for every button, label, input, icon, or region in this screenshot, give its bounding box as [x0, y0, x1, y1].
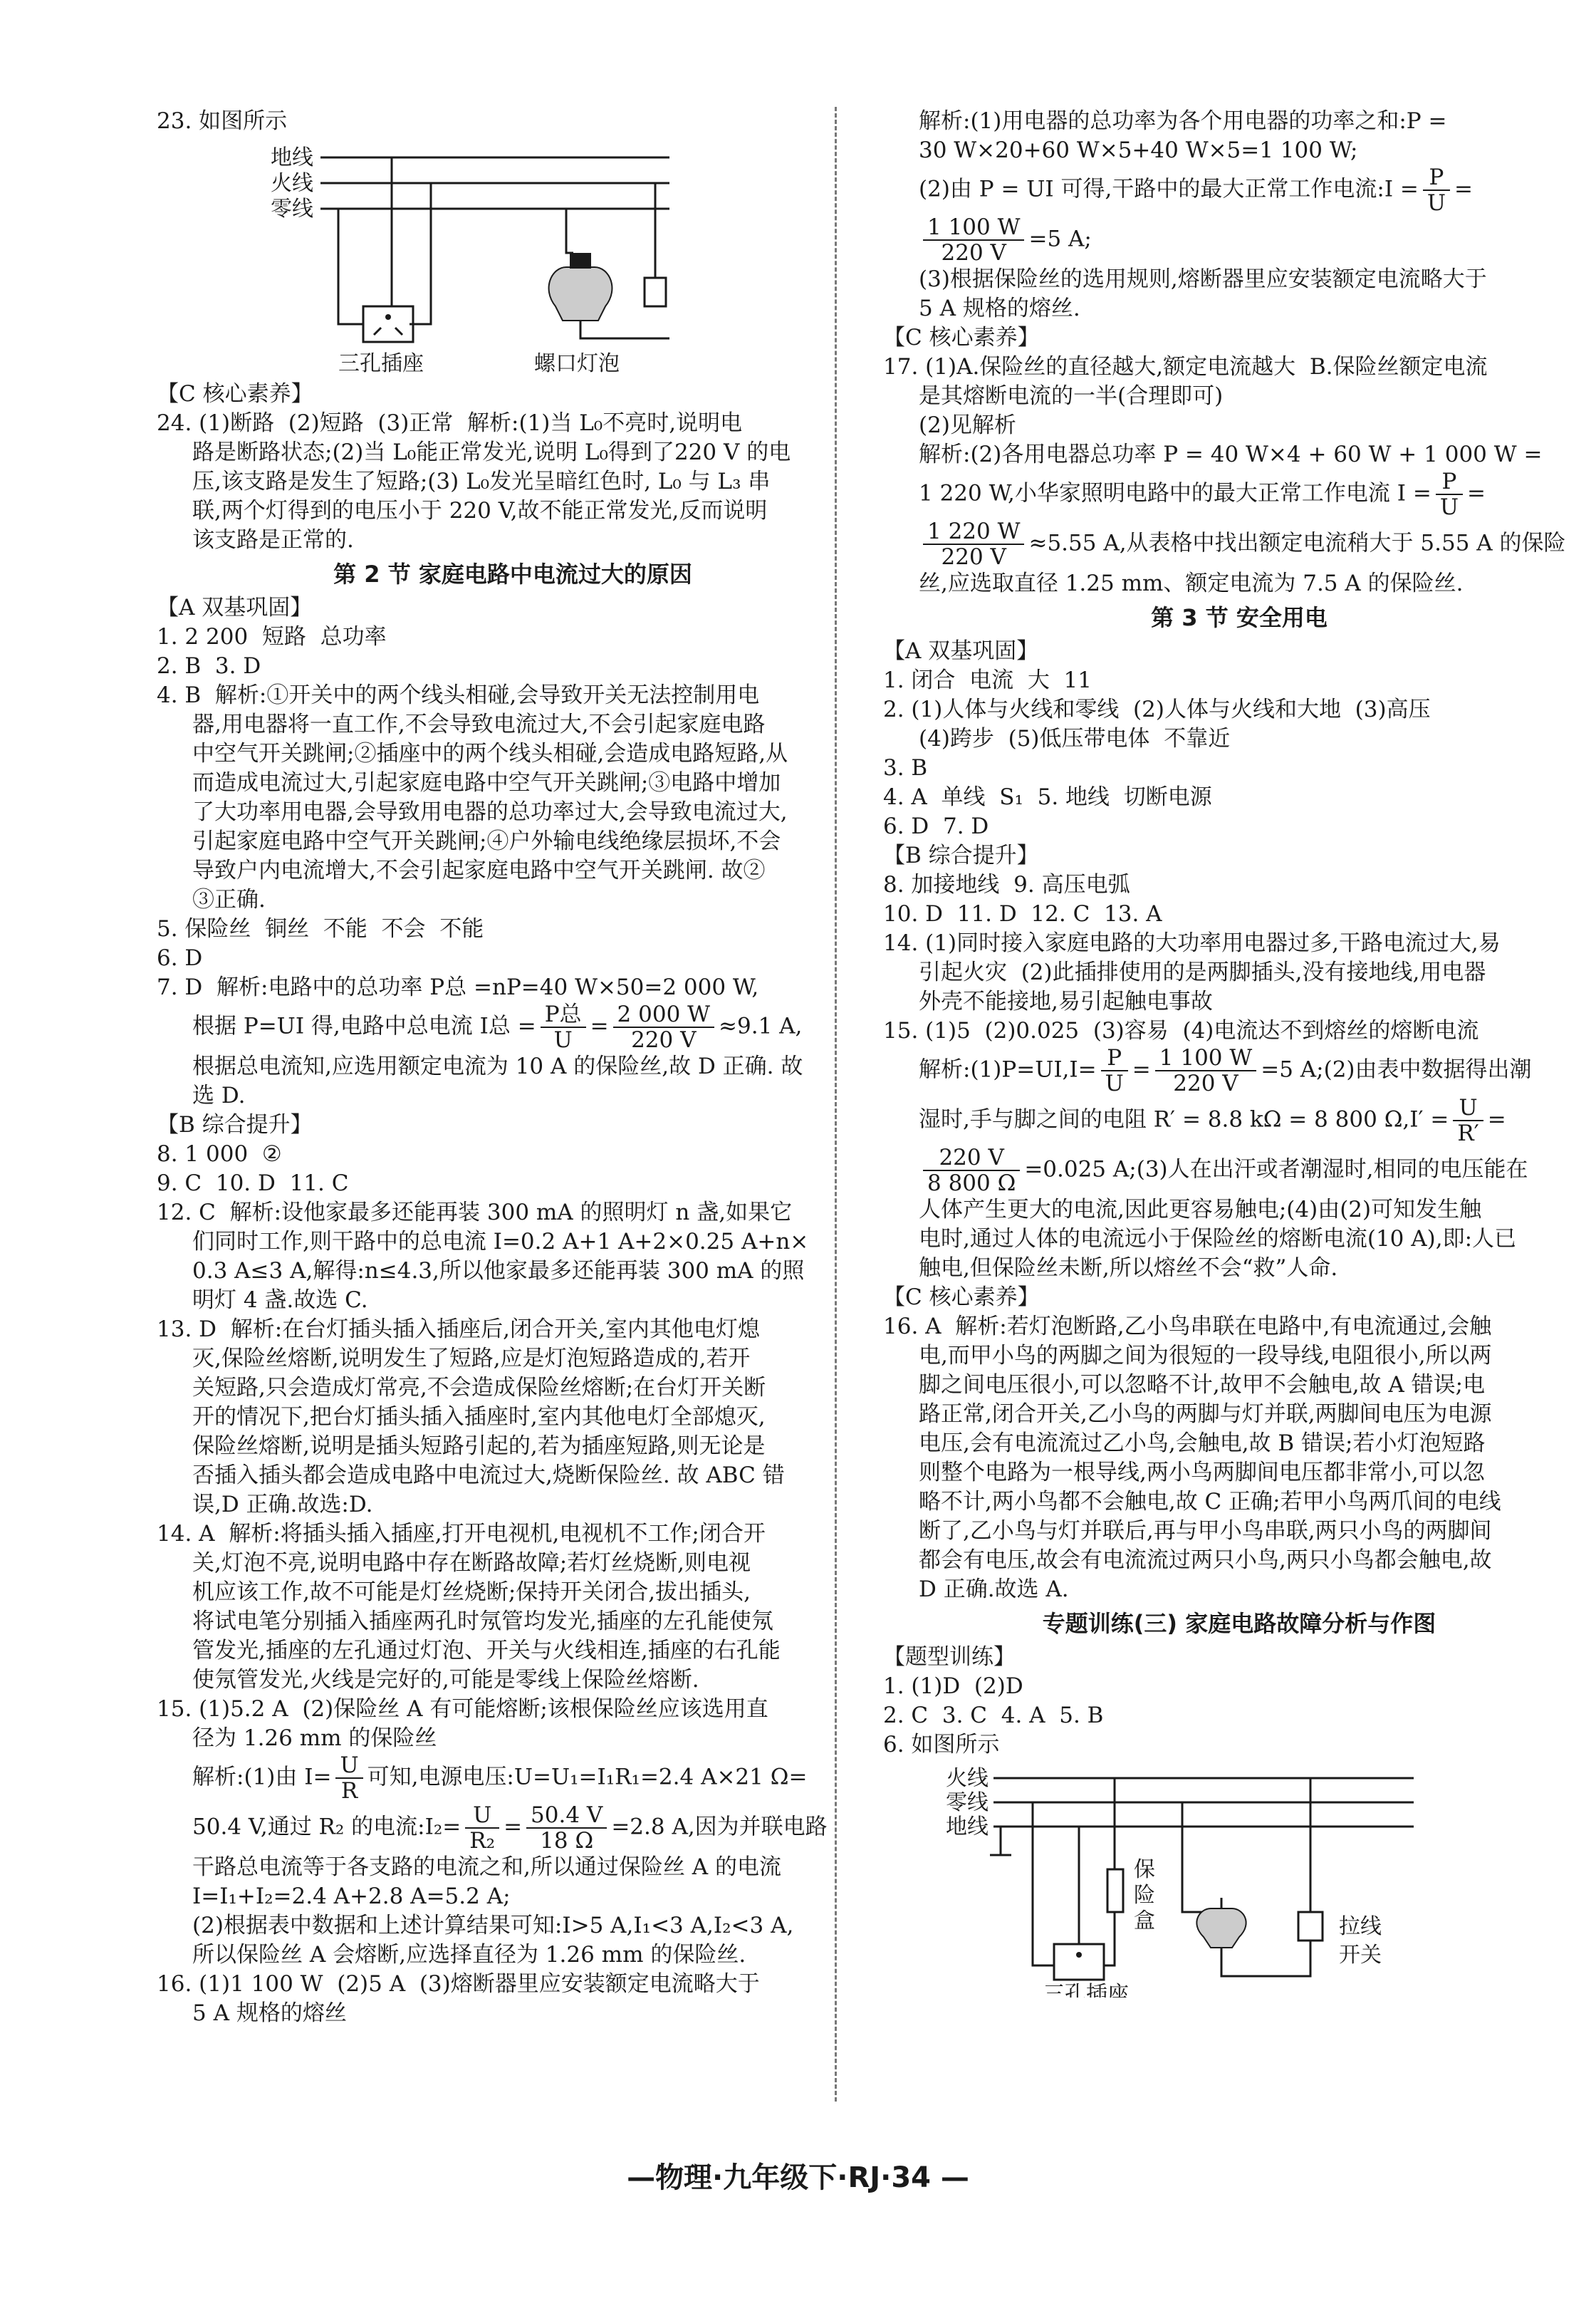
- r13-fraction: [923, 1146, 1020, 1195]
- q15-formula-line-2: 50.4 V,通过 R₂ 的电流:I₂= $\frac{U}{\text{R₂}}$ = $\frac{50.4 V}{18 \Omega}$ =2.8 A,因为并联电路: [192, 1802, 828, 1854]
- r2-frac-den: U: [1427, 190, 1446, 216]
- socket-hole-right: [395, 328, 402, 335]
- r2-fraction: [1423, 165, 1450, 215]
- r12-frac-den: R′: [1457, 1121, 1479, 1146]
- q24-line-5: 该支路是正常的.: [192, 527, 354, 553]
- r-line: 都会有电压,故会有电流流过两只小鸟,两只小鸟都会触电,故: [919, 1547, 1492, 1573]
- answers-block-1: [157, 623, 869, 1002]
- section-3-heading: 第 3 节 安全用电: [1151, 604, 1328, 631]
- r11-frac1-den: U: [1105, 1071, 1124, 1096]
- r-line: 15. (1)5 (2)0.025 (3)容易 (4)电流达不到熔丝的熔断电流: [883, 1018, 1479, 1044]
- r-line: 17. (1)A.保险丝的直径越大,额定电流越大 B.保险丝额定电流: [883, 354, 1488, 380]
- label-switch2-1: 拉线: [1339, 1914, 1382, 1939]
- r-line: 触电,但保险丝未断,所以熔丝不会“救”人命.: [919, 1255, 1338, 1281]
- r3-text: =5 A;: [1028, 226, 1092, 252]
- r-formula-line-2: [883, 215, 1595, 265]
- answer-line: 2. B 3. D: [157, 653, 261, 679]
- answer-line: 误,D 正确.故选:D.: [192, 1492, 373, 1517]
- r-line: 断了,乙小鸟与灯并联后,再与甲小鸟串联,两只小鸟的两脚间: [919, 1518, 1492, 1544]
- answer-line: 0.3 A≤3 A,解得:n≤4.3,所以他家最多还能再装 300 mA 的照: [192, 1258, 805, 1284]
- r-line: 解析:(2)各用电器总功率 P = 40 W×4 + 60 W + 1 000 W =: [919, 442, 1543, 467]
- q7-frac2-num: 2 000 W: [613, 1002, 714, 1028]
- r-line: (4)跨步 (5)低压带电体 不靠近: [919, 726, 1231, 752]
- r7-text: ≈5.55 A,从表格中找出额定电流稍大于 5.55 A 的保险: [1028, 530, 1566, 556]
- r11-text-a: 解析:(1)P=UI,I=: [919, 1056, 1097, 1083]
- r-line: 8. 加接地线 9. 高压电弧: [883, 872, 1130, 898]
- answer-line: 关,灯泡不亮,说明电路中存在断路故障;若灯丝烧断,则电视: [192, 1550, 751, 1576]
- q7-fraction-2: [613, 1002, 714, 1052]
- r3-fraction: [923, 215, 1024, 265]
- r12-eq: =: [1487, 1106, 1506, 1133]
- circuit-svg-1: [157, 139, 669, 374]
- r-line: 6. 如图所示: [883, 1732, 1000, 1757]
- section-question-types: 【题型训练】: [883, 1644, 1016, 1670]
- q7-fraction-1: [541, 1002, 586, 1052]
- label-fuse-3: 盒: [1134, 1908, 1155, 1933]
- r13-frac-den: 8 800 Ω: [927, 1170, 1016, 1196]
- answer-line: (2)根据表中数据和上述计算结果可知:I>5 A,I₁<3 A,I₂<3 A,: [192, 1913, 794, 1938]
- answer-line: 4. B 解析:①开关中的两个线头相碰,会导致开关无法控制用电: [157, 682, 760, 708]
- q7-conclusion-1: 根据总电流知,应选用额定电流为 10 A 的保险丝,故 D 正确. 故: [192, 1054, 803, 1079]
- section-c-core-2: 【C 核心素养】: [883, 325, 1040, 350]
- answer-line: 明灯 4 盏.故选 C.: [192, 1287, 368, 1313]
- bulb-icon: [549, 267, 612, 321]
- answer-line: 灭,保险丝熔断,说明发生了短路,应是灯泡短路造成的,若开: [192, 1346, 751, 1371]
- q15-text-b: 可知,电源电压:U=U₁=I₁R₁=2.4 A×21 Ω=: [367, 1764, 808, 1790]
- label-switch2-2: 开关: [1339, 1943, 1382, 1968]
- answer-line: 1. 2 200 短路 总功率: [157, 624, 387, 650]
- r6-frac-den: U: [1439, 494, 1459, 520]
- answer-line: 9. C 10. D 11. C: [157, 1170, 349, 1196]
- r11-text-b: =5 A;(2)由表中数据得出潮: [1261, 1056, 1532, 1083]
- socket-hole-left: [374, 328, 381, 335]
- q15-frac1-num: U: [335, 1753, 363, 1779]
- answer-line: 机应该工作,故不可能是灯丝烧断;保持开关闭合,拔出插头,: [192, 1579, 751, 1605]
- answer-line: 中空气开关跳闸;②插座中的两个线头相碰,会造成电路短路,从: [192, 741, 788, 767]
- bulb-neutral-lead: [566, 209, 573, 253]
- socket-hole-top: [385, 314, 391, 320]
- r3-frac-num: 1 100 W: [923, 215, 1024, 241]
- answer-line: 使氖管发光,火线是完好的,可能是零线上保险丝熔断.: [192, 1667, 699, 1693]
- r-line: 2. (1)人体与火线和零线 (2)人体与火线和大地 (3)高压: [883, 697, 1431, 722]
- r-line: 脚之间电压很小,可以忽略不计,故甲不会触电,故 A 错误;电: [919, 1372, 1486, 1398]
- answers-block-3: [157, 1853, 869, 2028]
- r13-text: =0.025 A;(3)人在出汗或者潮湿时,相同的电压能在: [1024, 1156, 1528, 1183]
- pull-switch2-box: [1298, 1912, 1323, 1941]
- answer-line: 12. C 解析:设他家最多还能再装 300 mA 的照明灯 n 盏,如果它: [157, 1200, 793, 1225]
- socket2-live-lead: [1104, 1912, 1115, 1965]
- r11-frac2-num: 1 100 W: [1155, 1046, 1256, 1071]
- r-formula-line-7: [883, 1146, 1595, 1195]
- answer-line: 将试电笔分别插入插座两孔时氖管均发光,插座的左孔能使氖: [192, 1609, 773, 1634]
- label-ground: 地线: [946, 1814, 989, 1839]
- answer-line: 而造成电流过大,引起家庭电路中空气开关跳闸;③电路中增加: [192, 770, 781, 796]
- answer-line: 5 A 规格的熔丝: [192, 2000, 347, 2026]
- r-formula-line-5: 解析:(1)P=UI,I= $\frac{P}{U}$ = $\frac{1 100 W}{220 V}$ =5 A;(2)由表中数据得出潮: [919, 1045, 1532, 1096]
- label-socket: 三孔插座: [338, 351, 424, 374]
- socket2-box: [1054, 1944, 1104, 1980]
- r11-frac1-num: P: [1101, 1046, 1128, 1071]
- q15-text-d: =2.8 A,因为并联电路: [611, 1814, 828, 1840]
- circuit-diagram-1: [157, 139, 869, 377]
- r-line: 1. (1)D (2)D: [883, 1673, 1023, 1699]
- r-line: 4. A 单线 S₁ 5. 地线 切断电源: [883, 784, 1212, 810]
- q15-fraction-2: [465, 1803, 499, 1853]
- r11-fraction-1: [1101, 1046, 1128, 1096]
- r-line: 1. 闭合 电流 大 11: [883, 668, 1092, 693]
- answer-line: 器,用电器将一直工作,不会导致电流过大,不会引起家庭电路: [192, 712, 766, 737]
- q15-frac2-num: U: [465, 1803, 499, 1829]
- r6-fraction: [1436, 469, 1463, 519]
- q15-frac3-num: 50.4 V: [526, 1803, 607, 1829]
- r-formula-line-4: [883, 519, 1595, 569]
- r-line: 丝,应选取直径 1.25 mm、额定电流为 7.5 A 的保险丝.: [919, 571, 1464, 596]
- r2-eq: =: [1454, 176, 1474, 202]
- answer-line: 径为 1.26 mm 的保险丝: [192, 1725, 437, 1751]
- r6-frac-num: P: [1436, 469, 1463, 495]
- section-b-advance-1: 【B 综合提升】: [157, 1112, 313, 1138]
- r-line: 电,而甲小鸟的两脚之间为很短的一段导线,电阻很小,所以两: [919, 1343, 1492, 1368]
- answer-line: 15. (1)5.2 A (2)保险丝 A 有可能熔断;该根保险丝应该选用直: [157, 1696, 768, 1722]
- r-formula-line-3: [883, 469, 1595, 519]
- q15-frac2-den: R₂: [469, 1828, 496, 1854]
- right-column: [883, 107, 1595, 2003]
- label-live-wire: 火线: [271, 171, 313, 196]
- q15-frac1-den: R: [340, 1778, 358, 1804]
- r-line: 5 A 规格的熔丝.: [919, 296, 1080, 321]
- answer-line: 了大功率用电器,会导致用电器的总功率过大,会导致电流过大,: [192, 799, 788, 825]
- q15-fraction-1: [335, 1753, 363, 1803]
- q24-line-2: 路是断路状态;(2)当 L₀能正常发光,说明 L₀得到了220 V 的电: [192, 440, 791, 465]
- answer-line: 16. (1)1 100 W (2)5 A (3)熔断器里应安装额定电流略大于: [157, 1971, 760, 1997]
- r6-text: 1 220 W,小华家照明电路中的最大正常工作电流 I =: [919, 480, 1431, 507]
- r-line: 路正常,闭合开关,乙小鸟的两脚与灯并联,两脚间电压为电源: [919, 1401, 1492, 1427]
- r-line: 是其熔断电流的一半(合理即可): [919, 383, 1224, 409]
- label-ground-wire: 地线: [271, 145, 313, 170]
- answer-line: 13. D 解析:在台灯插头插入插座后,闭合开关,室内其他电灯熄: [157, 1316, 760, 1342]
- r-line: 6. D 7. D: [883, 814, 989, 839]
- q7-text-a: 根据 P=UI 得,电路中总电流 I总 =: [192, 1013, 536, 1039]
- q24-block: [157, 409, 869, 555]
- answer-line: 开的情况下,把台灯插头插入插座时,室内其他电灯全部熄灭,: [192, 1404, 766, 1430]
- answer-line: 保险丝熔断,说明是插头短路引起的,若为插座短路,则无论是: [192, 1433, 766, 1459]
- q7-frac2-den: 220 V: [631, 1027, 697, 1053]
- circuit-svg-2: [883, 1762, 1424, 1998]
- answer-line: I=I₁+I₂=2.4 A+2.8 A=5.2 A;: [192, 1884, 511, 1909]
- label-neutral: 零线: [946, 1790, 989, 1815]
- answer-line: 关短路,只会造成灯常亮,不会造成保险丝熔断;在台灯开关断: [192, 1375, 766, 1401]
- bulb2-neutral-lead: [1182, 1802, 1207, 1912]
- q15-frac3-den: 18 Ω: [540, 1828, 594, 1854]
- q15-text-c: 50.4 V,通过 R₂ 的电流:I₂=: [192, 1814, 461, 1840]
- section-2-heading: 第 2 节 家庭电路中电流过大的原因: [333, 561, 692, 588]
- r-formula-line-6: [883, 1096, 1595, 1146]
- q15-text-a: 解析:(1)由 I=: [192, 1764, 332, 1790]
- r-line: 2. C 3. C 4. A 5. B: [883, 1703, 1104, 1728]
- r7-frac-den: 220 V: [941, 544, 1006, 570]
- q7-text-b: ≈9.1 A,: [719, 1013, 803, 1039]
- label-neutral-wire: 零线: [271, 197, 313, 222]
- circuit-diagram-2: [883, 1762, 1595, 2000]
- left-column: [157, 107, 869, 2028]
- section-c-core-1: 【C 核心素养】: [157, 381, 313, 407]
- r-line: 16. A 解析:若灯泡断路,乙小鸟串联在电路中,有电流通过,会触: [883, 1314, 1492, 1339]
- r-line: 外壳不能接地,易引起触电事故: [919, 989, 1213, 1014]
- answer-line: 引起家庭电路中空气开关跳闸;④户外输电线绝缘层损坏,不会: [192, 829, 781, 854]
- r-line: 14. (1)同时接入家庭电路的大功率用电器过多,干路电流过大,易: [883, 930, 1501, 956]
- r12-text: 湿时,手与脚之间的电阻 R′ = 8.8 kΩ = 8 800 Ω,I′ =: [919, 1106, 1449, 1133]
- answer-line: 否插入插头都会造成电路中电流过大,烧断保险丝. 故 ABC 错: [192, 1463, 785, 1488]
- label-socket-2: 三孔插座: [1043, 1982, 1129, 1998]
- r13-frac-num: 220 V: [923, 1146, 1020, 1171]
- socket-neutral-lead: [338, 209, 363, 324]
- r-line: 电压,会有电流流过乙小鸟,会触电,故 B 错误;若小灯泡短路: [919, 1430, 1486, 1456]
- answer-line: 导致户内电流增大,不会引起家庭电路中空气开关跳闸. 故②: [192, 858, 766, 883]
- answer-line: 8. 1 000 ②: [157, 1141, 282, 1167]
- fuse-box: [1107, 1869, 1123, 1912]
- r12-frac-num: U: [1453, 1096, 1483, 1121]
- r-line: 略不计,两小鸟都不会触电,故 C 正确;若甲小鸟两爪间的电线: [919, 1489, 1501, 1515]
- r-line: 引起火灾 (2)此插排使用的是两脚插头,没有接地线,用电器: [919, 960, 1486, 985]
- r11-fraction-2: [1155, 1046, 1256, 1096]
- bulb2-switch-lead: [1221, 1941, 1310, 1976]
- r7-fraction: [923, 519, 1024, 569]
- q7-frac1-num: P总: [541, 1002, 586, 1028]
- r-line: 人体产生更大的电流,因此更容易触电;(4)由(2)可知发生触: [919, 1197, 1482, 1222]
- r-line: 30 W×20+60 W×5+40 W×5=1 100 W;: [919, 137, 1358, 163]
- answer-line: 14. A 解析:将插头插入插座,打开电视机,电视机不工作;闭合开: [157, 1521, 766, 1547]
- bulb-base: [570, 253, 591, 269]
- r-line: 解析:(1)用电器的总功率为各个用电器的功率之和:P =: [919, 108, 1447, 134]
- r2-frac-num: P: [1423, 165, 1450, 191]
- label-fuse-1: 保: [1134, 1857, 1155, 1882]
- label-bulb: 螺口灯泡: [534, 351, 620, 374]
- q23-label: 23. 如图所示: [157, 108, 288, 134]
- r3-frac-den: 220 V: [941, 240, 1006, 266]
- q7-frac1-den: U: [553, 1027, 573, 1053]
- label-live: 火线: [946, 1766, 989, 1791]
- answer-line: 管发光,插座的左孔通过灯泡、开关与火线相连,插座的右孔能: [192, 1638, 781, 1663]
- r-line: D 正确.故选 A.: [919, 1577, 1069, 1602]
- answer-line: 5. 保险丝 铜丝 不能 不会 不能: [157, 916, 484, 942]
- r-line: 10. D 11. D 12. C 13. A: [883, 901, 1162, 927]
- answer-line: 们同时工作,则干路中的总电流 I=0.2 A+1 A+2×0.25 A+n×: [192, 1229, 809, 1255]
- bulb2-icon: [1196, 1908, 1246, 1948]
- r7-frac-num: 1 220 W: [923, 519, 1024, 545]
- r-line: (3)根据保险丝的选用规则,熔断器里应安装额定电流略大于: [919, 266, 1487, 292]
- q15-fraction-3: [526, 1803, 607, 1853]
- special-training-heading: 专题训练(三) 家庭电路故障分析与作图: [1042, 1610, 1436, 1637]
- answers-block-2: [157, 1140, 869, 1753]
- q7-conclusion-2: 选 D.: [192, 1083, 246, 1108]
- q24-line-3: 压,该支路是发生了短路;(3) L₀发光呈暗红色时, L₀ 与 L₃ 串: [192, 469, 771, 494]
- section-a-basic-1: 【A 双基巩固】: [157, 595, 313, 620]
- r-line: 电时,通过人体的电流远小于保险丝的熔断电流(10 A),即:人已: [919, 1226, 1517, 1252]
- r-line: (2)见解析: [919, 412, 1016, 438]
- r-formula-line-1: [883, 165, 1595, 215]
- pull-switch-box: [645, 278, 666, 306]
- q24-line-4: 联,两个灯得到的电压小于 220 V,故不能正常发光,反而说明: [192, 498, 768, 524]
- section-c-core-3: 【C 核心素养】: [883, 1284, 1040, 1310]
- r2-text: (2)由 P = UI 可得,干路中的最大正常工作电流:I =: [919, 176, 1419, 202]
- q24-line-1: 24. (1)断路 (2)短路 (3)正常 解析:(1)当 L₀不亮时,说明电: [157, 410, 743, 436]
- socket-live-lead: [410, 183, 431, 324]
- section-a-basic-2: 【A 双基巩固】: [883, 638, 1039, 664]
- label-fuse-2: 险: [1134, 1883, 1155, 1908]
- r12-fraction: [1453, 1096, 1483, 1146]
- answer-line: ③正确.: [192, 887, 266, 913]
- r-line: 3. B: [883, 755, 928, 781]
- page-footer: —物理·九年级下·RJ·34 —: [627, 2161, 969, 2194]
- r11-frac2-den: 220 V: [1173, 1071, 1238, 1096]
- r6-eq: =: [1466, 480, 1486, 507]
- q7-formula-line: 根据 P=UI 得,电路中总电流 I总 = $\frac{\text{P总}}{U}$ = $\frac{2 000 W}{220 V}$ ≈9.1 A,: [192, 1002, 803, 1053]
- socket-box: [363, 306, 413, 342]
- q15-formula-line-1: [157, 1753, 869, 1803]
- answer-line: 7. D 解析:电路中的总功率 P总 =nP=40 W×50=2 000 W,: [157, 975, 759, 1000]
- answer-line: 所以保险丝 A 会熔断,应选择直径为 1.26 mm 的保险丝.: [192, 1942, 746, 1968]
- r-line: 则整个电路为一根导线,两小鸟两脚间电压都非常小,可以忽: [919, 1460, 1485, 1485]
- socket2-hole-top: [1076, 1952, 1082, 1958]
- answer-line: 干路总电流等于各支路的电流之和,所以通过保险丝 A 的电流: [192, 1854, 781, 1880]
- section-b-advance-2: 【B 综合提升】: [883, 843, 1039, 868]
- answer-line: 6. D: [157, 945, 203, 971]
